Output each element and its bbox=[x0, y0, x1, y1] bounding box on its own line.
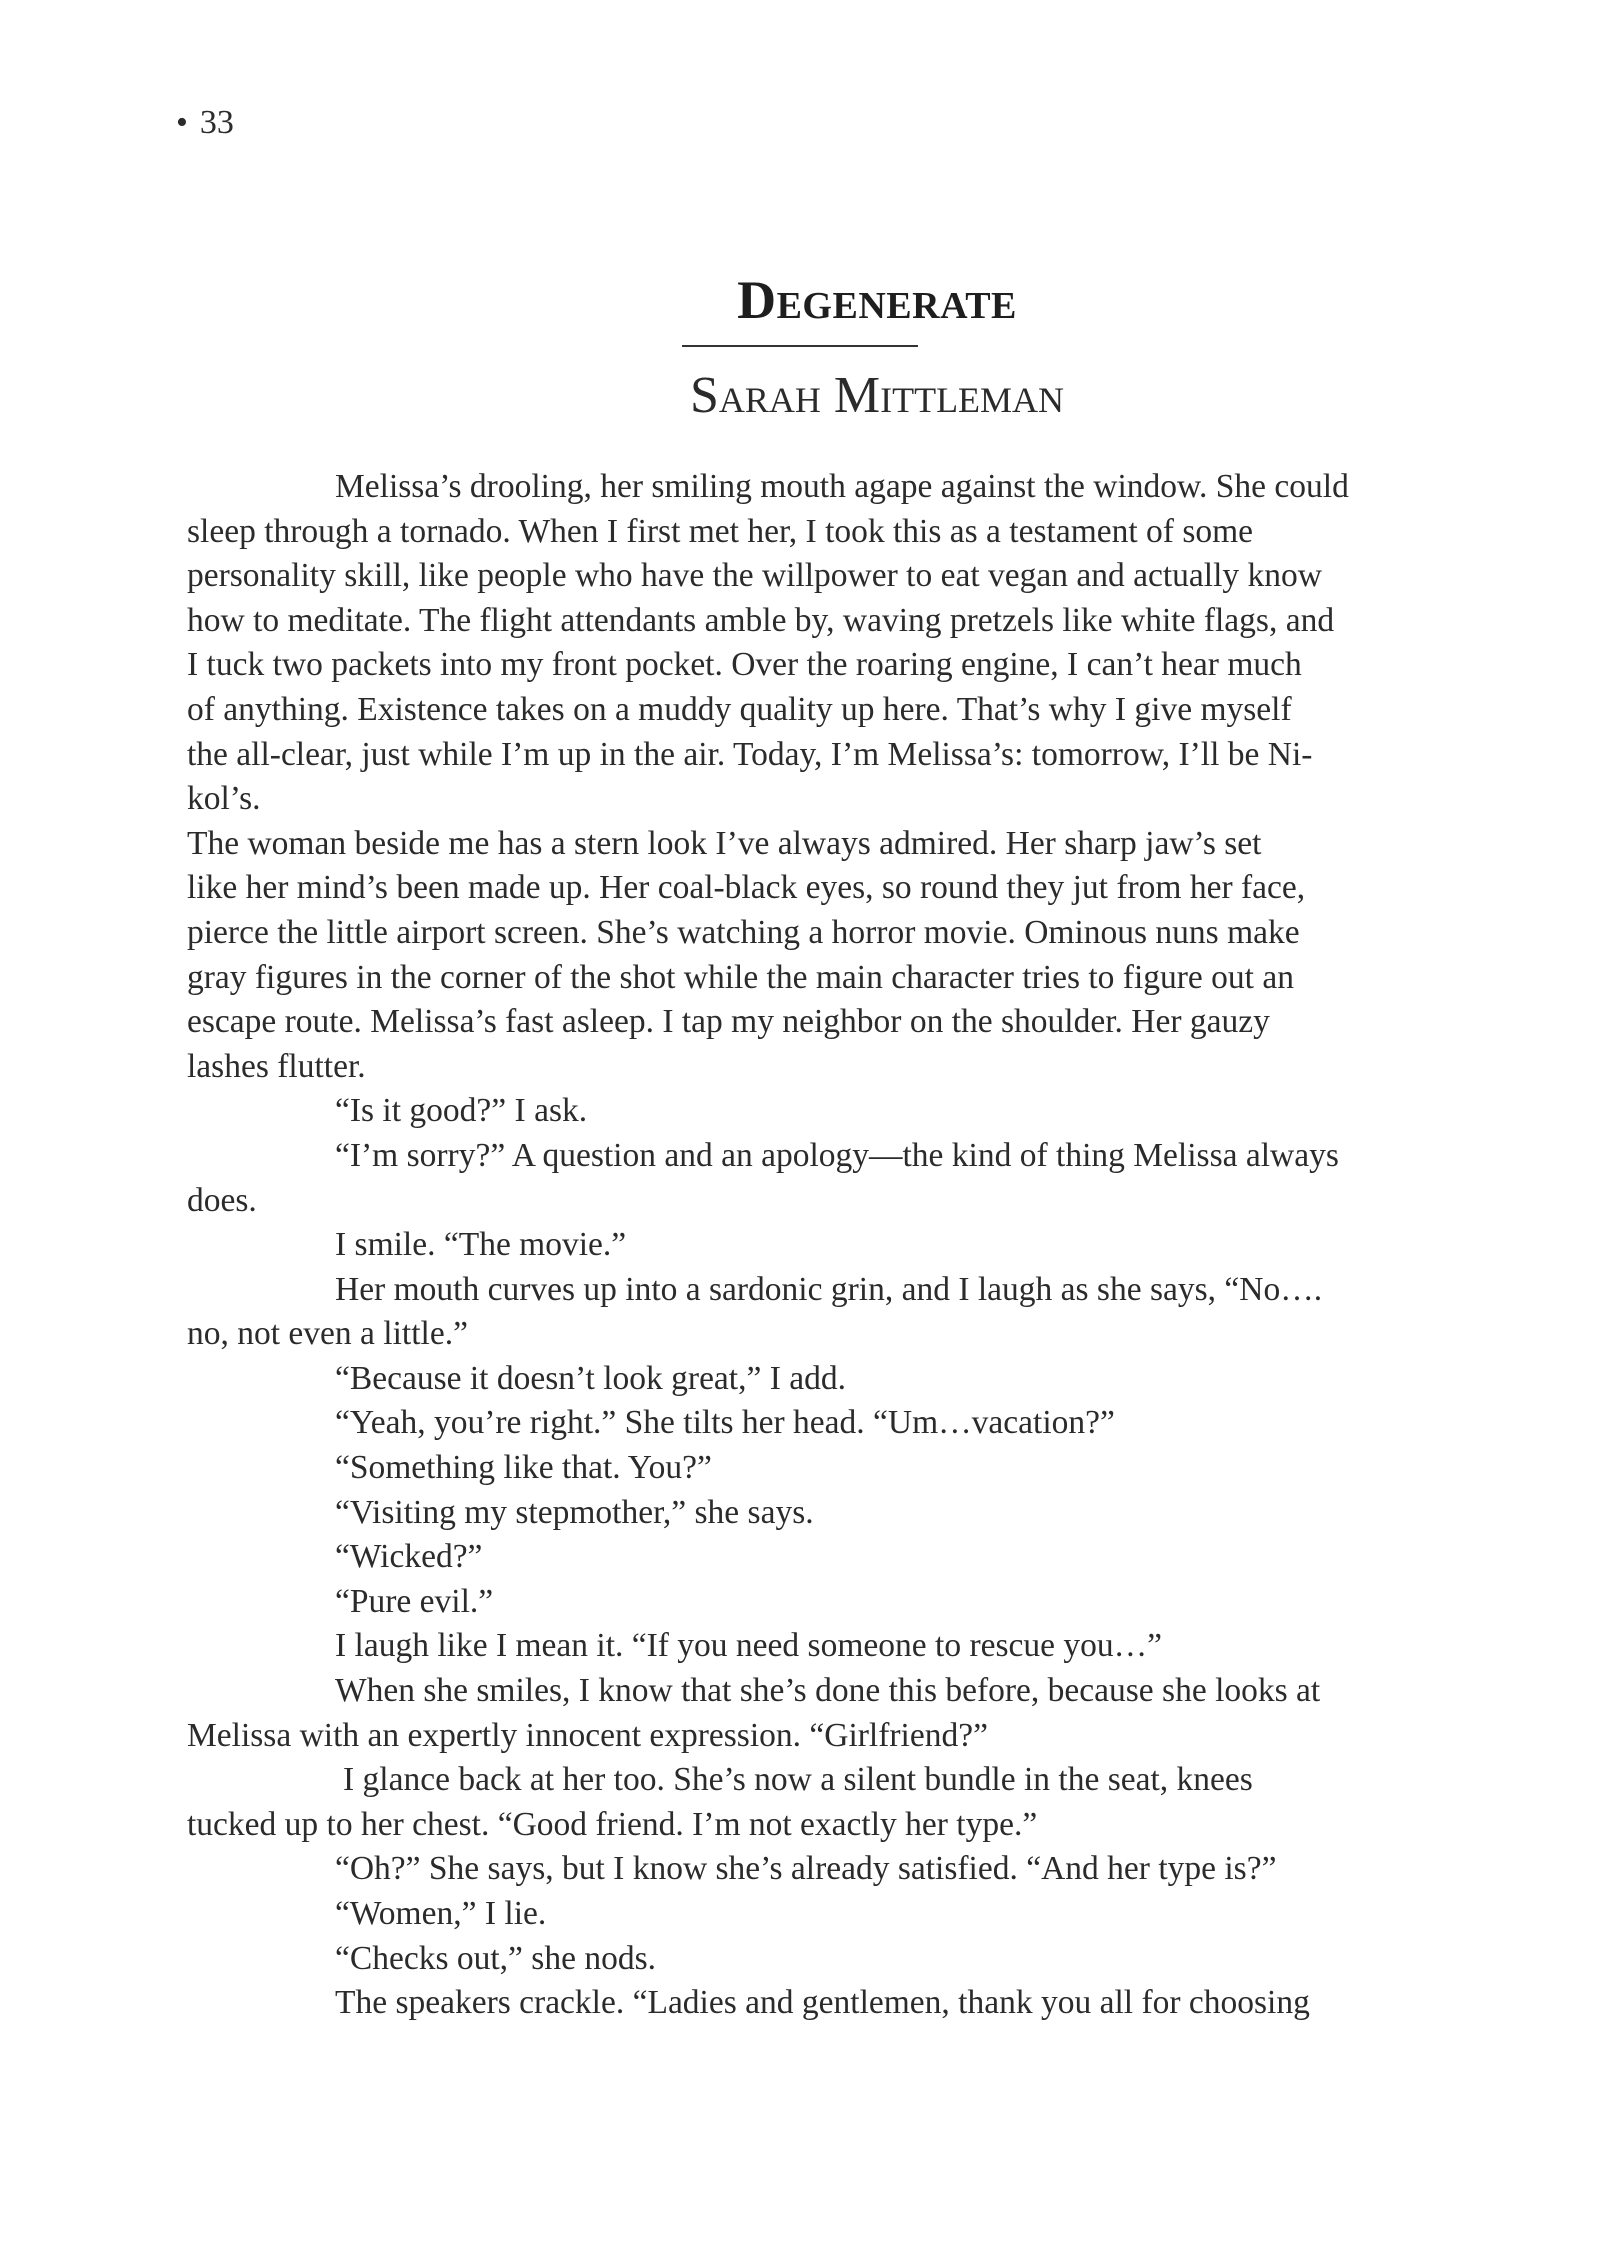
text-line: personality skill, like people who have the willpower to eat vegan and actually know bbox=[187, 557, 1322, 595]
title-divider bbox=[682, 345, 918, 347]
story-title: Degenerate bbox=[737, 270, 1017, 330]
story-author: Sarah Mittleman bbox=[689, 367, 1065, 424]
text-line: “Because it doesn’t look great,” I add. bbox=[335, 1359, 847, 1397]
text-line: how to meditate. The flight attendants amble by, waving pretzels like white flags, and bbox=[187, 601, 1335, 639]
text-line: “Visiting my stepmother,” she says. bbox=[335, 1493, 814, 1531]
text-line: “Yeah, you’re right.” She tilts her head. “Um…vacation?” bbox=[335, 1404, 1115, 1442]
text-line: I glance back at her too. She’s now a silent bundle in the seat, knees bbox=[343, 1761, 1253, 1799]
text-line: tucked up to her chest. “Good friend. I’m not exactly her type.” bbox=[187, 1805, 1038, 1843]
text-line: “Wicked?” bbox=[335, 1538, 483, 1576]
text-line: does. bbox=[187, 1181, 257, 1219]
text-line: “Women,” I lie. bbox=[335, 1895, 547, 1932]
text-line: escape route. Melissa’s fast asleep. I tap my neighbor on the shoulder. Her gauzy bbox=[187, 1003, 1270, 1041]
text-line: The woman beside me has a stern look I’ve always admired. Her sharp jaw’s set bbox=[187, 824, 1262, 862]
text-line: The speakers crackle. “Ladies and gentlemen, thank you all for choosing bbox=[335, 1984, 1310, 2022]
text-line: Her mouth curves up into a sardonic grin, and I laugh as she says, “No…. bbox=[335, 1270, 1323, 1308]
text-line: like her mind’s been made up. Her coal-black eyes, so round they jut from her face, bbox=[187, 869, 1306, 907]
text-line: kol’s. bbox=[187, 780, 261, 818]
text-line: Melissa’s drooling, her smiling mouth agape against the window. She could bbox=[335, 468, 1349, 505]
page-number-value: 33 bbox=[199, 104, 234, 141]
text-line: pierce the little airport screen. She’s watching a horror movie. Ominous nuns make bbox=[187, 913, 1300, 951]
text-line: “Oh?” She says, but I know she’s already satisfied. “And her type is?” bbox=[335, 1850, 1277, 1888]
text-line: “Something like that. You?” bbox=[335, 1449, 712, 1487]
text-line: “Pure evil.” bbox=[335, 1582, 494, 1620]
text-line: “Is it good?” I ask. bbox=[335, 1092, 588, 1130]
text-line: the all-clear, just while I’m up in the air. Today, I’m Melissa’s: tomorrow, I’ll be Ni- bbox=[187, 735, 1313, 773]
text-line: lashes flutter. bbox=[187, 1047, 366, 1085]
text-line: “I’m sorry?” A question and an apology—the kind of thing Melissa always bbox=[335, 1136, 1339, 1174]
story-body bbox=[187, 465, 1417, 2026]
text-line: I laugh like I mean it. “If you need someone to rescue you…” bbox=[335, 1627, 1162, 1665]
page-number bbox=[176, 103, 234, 143]
text-line: no, not even a little.” bbox=[187, 1315, 468, 1353]
text-line: When she smiles, I know that she’s done this before, because she looks at bbox=[335, 1672, 1321, 1710]
text-line: I smile. “The movie.” bbox=[335, 1226, 627, 1264]
text-line: of anything. Existence takes on a muddy quality up here. That’s why I give myself bbox=[187, 690, 1292, 728]
text-line: I tuck two packets into my front pocket. Over the roaring engine, I can’t hear much bbox=[187, 646, 1302, 684]
text-line: “Checks out,” she nods. bbox=[335, 1939, 656, 1977]
text-line: gray figures in the corner of the shot while the main character tries to figure out an bbox=[187, 958, 1294, 996]
page-number-bullet: • bbox=[176, 104, 188, 141]
text-line: Melissa with an expertly innocent expression. “Girlfriend?” bbox=[187, 1716, 988, 1754]
text-line: sleep through a tornado. When I first met her, I took this as a testament of some bbox=[187, 512, 1254, 550]
